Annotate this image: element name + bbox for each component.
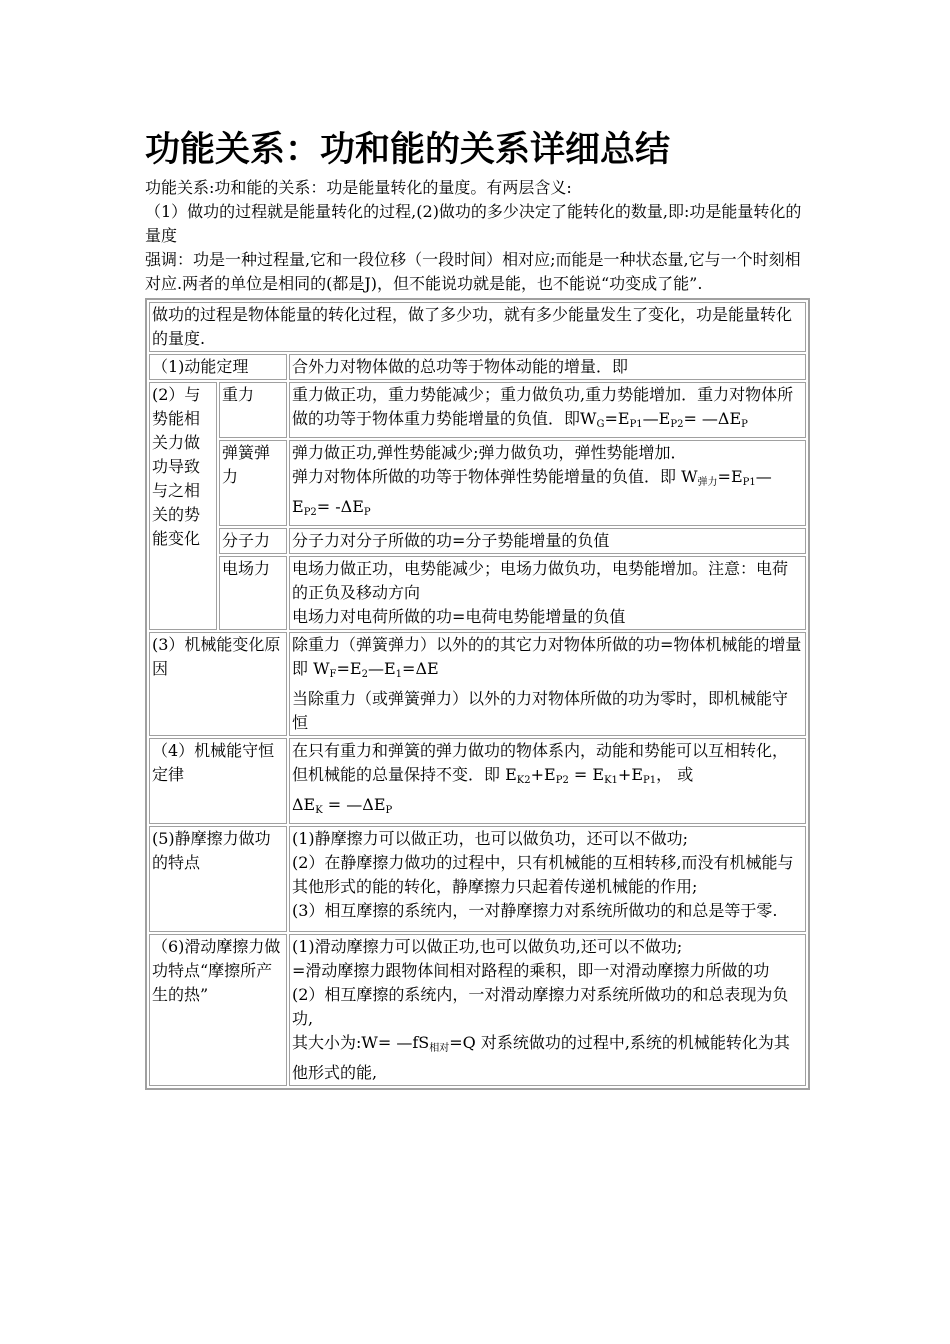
formula-part: +E bbox=[617, 765, 644, 784]
formula-part: —E bbox=[642, 409, 671, 428]
row-label-kinetic: （1)动能定理 bbox=[149, 354, 287, 380]
table-row bbox=[149, 738, 806, 824]
formula-part: W bbox=[580, 409, 597, 428]
row-text-spring bbox=[289, 440, 806, 526]
intro-paragraph-1: 功能关系:功和能的关系：功是能量转化的量度。有两层含义: bbox=[145, 178, 572, 197]
subscript: P2 bbox=[303, 507, 317, 518]
subscript: P2 bbox=[670, 419, 684, 430]
summary-table bbox=[145, 298, 810, 1090]
subscript: P2 bbox=[555, 775, 569, 786]
mech-change-line-2: 当除重力（或弹簧弹力）以外的力对物体所做的功为零时，即机械能守恒 bbox=[292, 689, 789, 732]
formula-part: =Q 对系统做功的过程中,系统的机械能转化为其他形式的能, bbox=[292, 1033, 790, 1082]
table-row bbox=[149, 354, 806, 380]
subscript: 2 bbox=[361, 669, 368, 680]
sliding-friction-line-2: =滑动摩擦力跟物体间相对路程的乘积，即一对滑动摩擦力所做的功 bbox=[292, 961, 770, 980]
row-text-sliding-friction bbox=[289, 934, 806, 1086]
spring-line-2: 弹力对物体所做的功等于物体弹性势能增量的负值．即 W bbox=[292, 467, 698, 486]
table-row bbox=[149, 528, 806, 554]
conservation-formula-line bbox=[292, 793, 803, 823]
sublabel-electric: 电场力 bbox=[219, 556, 287, 630]
formula-part: =E bbox=[717, 467, 743, 486]
subscript: F bbox=[329, 669, 337, 680]
table-row bbox=[149, 632, 806, 736]
subscript: K2 bbox=[516, 775, 531, 786]
formula-part: —E bbox=[367, 659, 396, 678]
electric-line-2: 电场力对电荷所做的功=电荷电势能增量的负值 bbox=[292, 607, 626, 626]
static-friction-line-1: (1)静摩擦力可以做正功，也可以做负功，还可以不做功; bbox=[292, 829, 689, 848]
spacer bbox=[292, 923, 803, 931]
page-title: 功能关系：功和能的关系详细总结 bbox=[145, 130, 671, 170]
sublabel-molecular: 分子力 bbox=[219, 528, 287, 554]
formula-part: =E bbox=[336, 659, 362, 678]
gravity-text: 重力做正功，重力势能减少；重力做负功,重力势能增加．重力对物体所做的功等于物体重力势能增量的负值．即 bbox=[292, 385, 794, 428]
table-row bbox=[149, 934, 806, 1086]
row-text-conservation bbox=[289, 738, 806, 824]
row-label-mech-change: (3）机械能变化原因 bbox=[149, 632, 287, 736]
table-row bbox=[149, 440, 806, 526]
table-row bbox=[149, 826, 806, 932]
intro-section bbox=[145, 176, 810, 296]
sublabel-gravity: 重力 bbox=[219, 382, 287, 438]
formula-part: =ΔE bbox=[402, 659, 439, 678]
subscript: P1 bbox=[629, 419, 643, 430]
formula-part: +E bbox=[530, 765, 556, 784]
formula-part: ΔE bbox=[292, 795, 316, 814]
subscript: 弹力 bbox=[697, 477, 718, 488]
table-row bbox=[149, 382, 806, 438]
subscript: 相对 bbox=[429, 1043, 450, 1054]
row-label-sliding-friction: （6)滑动摩擦力做功特点“摩擦所产生的热” bbox=[149, 934, 287, 1086]
row-text-molecular: 分子力对分子所做的功=分子势能增量的负值 bbox=[289, 528, 806, 554]
subscript: P1 bbox=[742, 477, 756, 488]
static-friction-line-2: (2）在静摩擦力做功的过程中，只有机械能的互相转移,而没有机械能与其他形式的能的转化，静摩擦力只起着传递机械能的作用; bbox=[292, 853, 794, 896]
row-label-static-friction: (5)静摩擦力做功的特点 bbox=[149, 826, 287, 932]
static-friction-line-3: (3）相互摩擦的系统内，一对静摩擦力对系统所做功的和总是等于零. bbox=[292, 901, 778, 920]
intro-paragraph-3: 强调：功是一种过程量,它和一段位移（一段时间）相对应;而能是一种状态量,它与一个时刻相对应.两者的单位是相同的(都是J)，但不能说功就是能，也不能说“功变成了能”. bbox=[145, 250, 801, 293]
formula-part: ， 或 bbox=[656, 765, 694, 784]
formula-part: = E bbox=[568, 765, 605, 784]
table-row bbox=[149, 556, 806, 630]
formula-part: = —ΔE bbox=[683, 409, 742, 428]
formula-part: =E bbox=[604, 409, 630, 428]
sliding-friction-line-4 bbox=[292, 1031, 803, 1085]
row-text-gravity bbox=[289, 382, 806, 438]
subscript: K bbox=[315, 805, 323, 816]
formula-part: = -ΔE bbox=[316, 497, 364, 516]
row-text-static-friction bbox=[289, 826, 806, 932]
sliding-friction-line-3: (2）相互摩擦的系统内，一对滑动摩擦力对系统所做功的和总表现为负功, bbox=[292, 985, 789, 1028]
table-header-cell: 做功的过程是物体能量的转化过程，做了多少功，就有多少能量发生了变化，功是能量转化的量度. bbox=[149, 302, 806, 352]
conservation-line-1: 在只有重力和弹簧的弹力做功的物体系内，动能和势能可以互相转化，但机械能的总量保持不变．即 E bbox=[292, 741, 789, 784]
subscript: 1 bbox=[395, 669, 403, 680]
row-text-electric bbox=[289, 556, 806, 630]
row-text-mech-change bbox=[289, 632, 806, 736]
subscript: K1 bbox=[604, 775, 618, 786]
subscript: P bbox=[385, 805, 393, 816]
formula-part: = —ΔE bbox=[322, 795, 386, 814]
formula-part: —E bbox=[292, 467, 772, 516]
row-label-potential: (2）与势能相关力做功导致与之相关的势能变化 bbox=[149, 382, 217, 630]
sublabel-spring: 弹簧弹力 bbox=[219, 440, 287, 526]
subscript: P bbox=[741, 419, 748, 430]
subscript: P bbox=[363, 507, 371, 518]
intro-paragraph-2: （1）做功的过程就是能量转化的过程,(2)做功的多少决定了能转化的数量,即:功是能量转化的量度 bbox=[145, 202, 802, 245]
row-label-conservation: （4）机械能守恒定律 bbox=[149, 738, 287, 824]
table-header-row bbox=[149, 302, 806, 352]
mech-change-line-1: 除重力（弹簧弹力）以外的的其它力对物体所做的功=物体机械能的增量即 W bbox=[292, 635, 802, 678]
subscript: G bbox=[596, 419, 605, 430]
row-text-kinetic: 合外力对物体做的总功等于物体动能的增量．即 bbox=[289, 354, 806, 380]
document-page bbox=[145, 128, 810, 1090]
subscript: P1 bbox=[643, 775, 657, 786]
spring-line-1: 弹力做正功,弹性势能减少;弹力做负功，弹性势能增加． bbox=[292, 443, 687, 462]
sliding-friction-line-1: (1)滑动摩擦力可以做正功,也可以做负功,还可以不做功; bbox=[292, 937, 683, 956]
electric-line-1: 电场力做正功，电势能减少；电场力做负功，电势能增加。注意：电荷的正负及移动方向 bbox=[292, 559, 789, 602]
formula-part: 其大小为:W= —fS bbox=[292, 1033, 430, 1052]
